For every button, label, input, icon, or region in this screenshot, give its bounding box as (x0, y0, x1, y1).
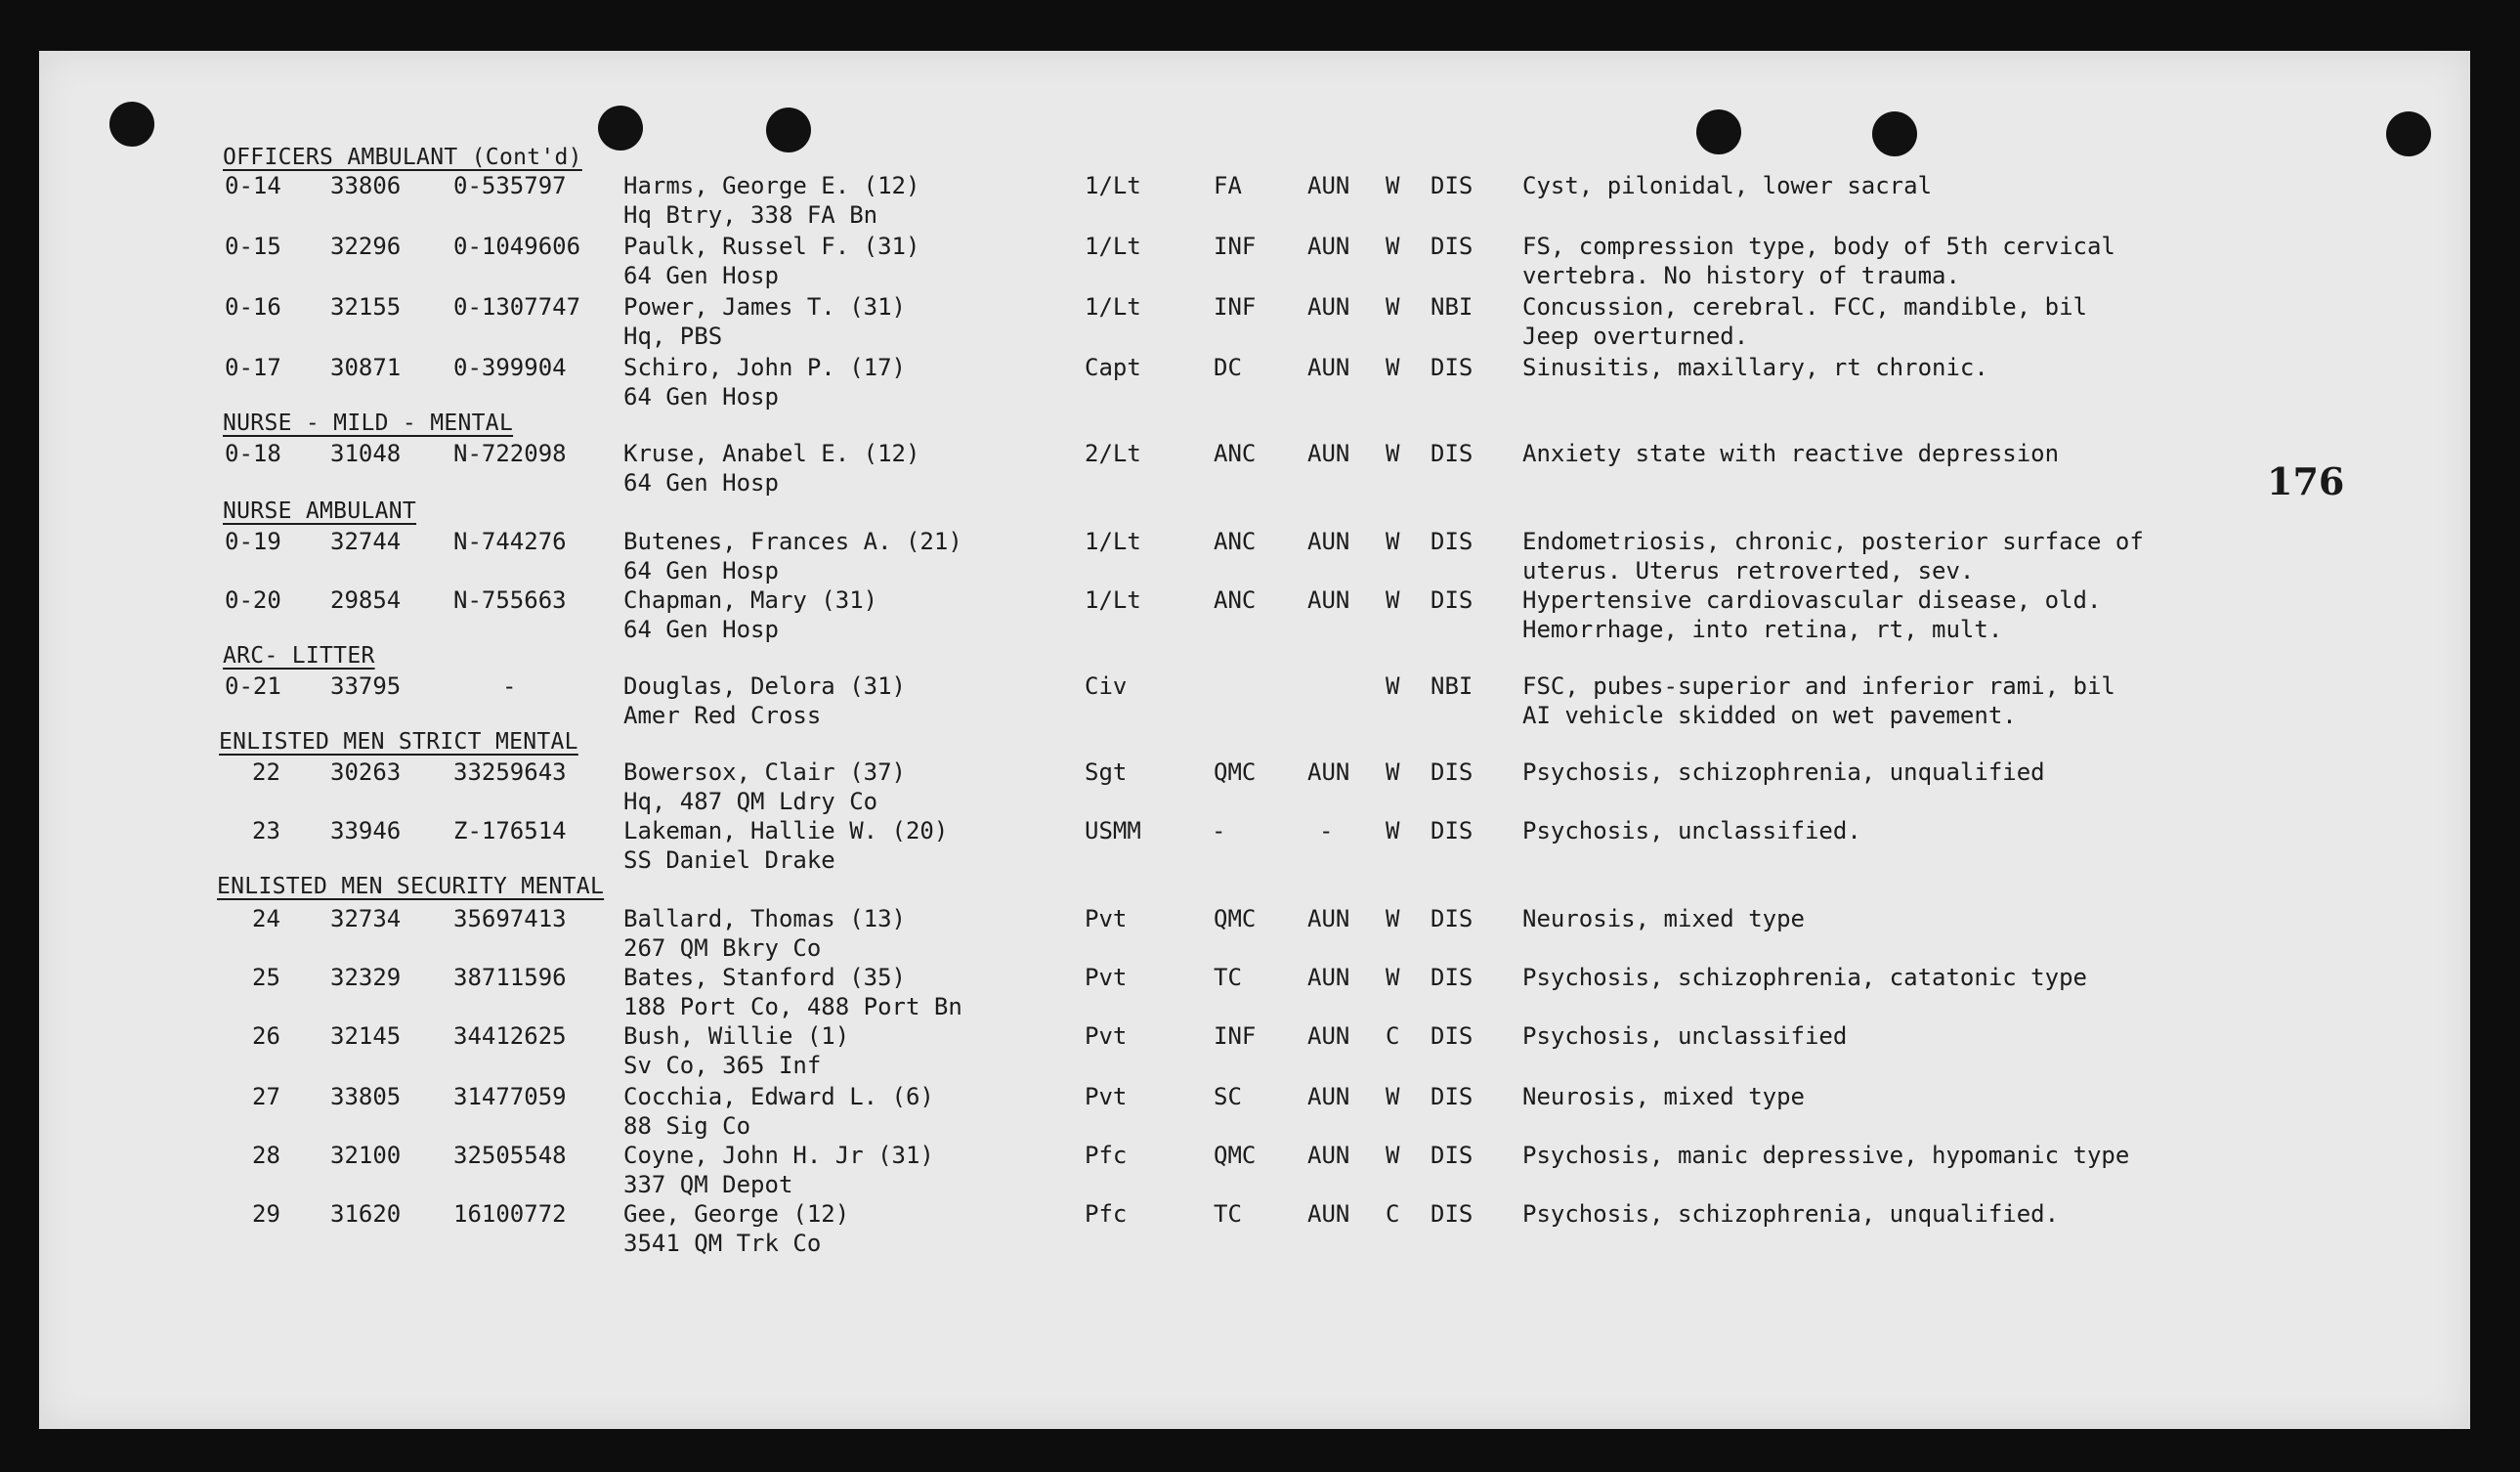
diagnosis-line-1: Psychosis, schizophrenia, unqualified (1522, 758, 2045, 786)
serial-number: 33259643 (453, 758, 567, 786)
race-code: W (1386, 528, 1400, 555)
punch-hole (766, 108, 811, 152)
race-code: W (1386, 293, 1400, 321)
case-number: 23 (252, 817, 280, 844)
diagnosis-line-1: Psychosis, schizophrenia, catatonic type (1522, 964, 2087, 991)
table-row (39, 354, 2470, 416)
section-header: ENLISTED MEN SECURITY MENTAL (217, 874, 605, 899)
aun-code: AUN (1307, 758, 1350, 786)
register-number: 33795 (330, 672, 402, 700)
register-number: 32329 (330, 964, 402, 991)
patient-unit: Amer Red Cross (623, 702, 822, 729)
arm-of-service: ANC (1214, 528, 1257, 555)
register-number: 32744 (330, 528, 402, 555)
section-header: OFFICERS AMBULANT (Cont'd) (223, 145, 582, 170)
table-row (39, 1200, 2470, 1263)
arm-of-service: - (1212, 817, 1226, 844)
disposition: DIS (1431, 528, 1474, 555)
rank: 2/Lt (1085, 440, 1141, 467)
race-code: W (1386, 586, 1400, 614)
disposition: DIS (1431, 758, 1474, 786)
table-row (39, 440, 2470, 502)
case-number: 0-16 (225, 293, 281, 321)
table-row (39, 758, 2470, 821)
aun-code: AUN (1307, 354, 1350, 381)
patient-unit: 64 Gen Hosp (623, 383, 779, 411)
diagnosis-line-1: Psychosis, unclassified. (1522, 817, 1861, 844)
table-row (39, 905, 2470, 968)
diagnosis-line-1: Anxiety state with reactive depression (1522, 440, 2060, 467)
disposition: DIS (1431, 172, 1474, 199)
arm-of-service: INF (1214, 293, 1257, 321)
disposition: DIS (1431, 586, 1474, 614)
patient-unit: Hq, PBS (623, 323, 723, 350)
patient-name: Bates, Stanford (35) (623, 964, 906, 991)
aun-code: AUN (1307, 1022, 1350, 1050)
serial-number: 32505548 (453, 1142, 567, 1169)
patient-name: Bush, Willie (1) (623, 1022, 850, 1050)
race-code: C (1386, 1022, 1400, 1050)
aun-code: AUN (1307, 1083, 1350, 1110)
rank: Civ (1085, 672, 1128, 700)
aun-code: AUN (1307, 440, 1350, 467)
serial-number: N-744276 (453, 528, 567, 555)
rank: 1/Lt (1085, 172, 1141, 199)
record-sheet (39, 51, 2470, 1429)
diagnosis-line-1: Hypertensive cardiovascular disease, old. (1522, 586, 2102, 614)
section-header: NURSE AMBULANT (223, 498, 417, 524)
disposition: NBI (1431, 672, 1474, 700)
punch-hole (109, 102, 154, 147)
table-row (39, 1022, 2470, 1085)
disposition: DIS (1431, 1200, 1474, 1228)
case-number: 24 (252, 905, 280, 932)
diagnosis-line-2: AI vehicle skidded on wet pavement. (1522, 702, 2017, 729)
patient-unit: Sv Co, 365 Inf (623, 1052, 822, 1079)
rank: 1/Lt (1085, 586, 1141, 614)
patient-name: Ballard, Thomas (13) (623, 905, 906, 932)
disposition: DIS (1431, 1083, 1474, 1110)
arm-of-service: SC (1214, 1083, 1242, 1110)
diagnosis-line-1: Sinusitis, maxillary, rt chronic. (1522, 354, 1988, 381)
patient-name: Coyne, John H. Jr (31) (623, 1142, 934, 1169)
case-number: 29 (252, 1200, 280, 1228)
aun-code: AUN (1307, 964, 1350, 991)
race-code: W (1386, 905, 1400, 932)
disposition: NBI (1431, 293, 1474, 321)
race-code: W (1386, 672, 1400, 700)
rank: Pvt (1085, 964, 1128, 991)
patient-name: Power, James T. (31) (623, 293, 906, 321)
race-code: W (1386, 817, 1400, 844)
register-number: 31048 (330, 440, 402, 467)
table-row (39, 817, 2470, 880)
table-row (39, 233, 2470, 295)
register-number: 32100 (330, 1142, 402, 1169)
disposition: DIS (1431, 354, 1474, 381)
rank: 1/Lt (1085, 233, 1141, 260)
arm-of-service: QMC (1214, 758, 1257, 786)
race-code: W (1386, 440, 1400, 467)
disposition: DIS (1431, 964, 1474, 991)
patient-unit: 267 QM Bkry Co (623, 934, 822, 962)
aun-code: AUN (1307, 233, 1350, 260)
patient-unit: 3541 QM Trk Co (623, 1230, 822, 1257)
table-row (39, 586, 2470, 649)
case-number: 25 (252, 964, 280, 991)
race-code: C (1386, 1200, 1400, 1228)
diagnosis-line-2: Hemorrhage, into retina, rt, mult. (1522, 616, 2003, 643)
register-number: 33946 (330, 817, 402, 844)
arm-of-service: QMC (1214, 905, 1257, 932)
diagnosis-line-2: Jeep overturned. (1522, 323, 1749, 350)
serial-number: N-755663 (453, 586, 567, 614)
diagnosis-line-1: Psychosis, schizophrenia, unqualified. (1522, 1200, 2060, 1228)
serial-number: 16100772 (453, 1200, 567, 1228)
case-number: 0-19 (225, 528, 281, 555)
patient-name: Butenes, Frances A. (21) (623, 528, 962, 555)
rank: Pvt (1085, 1022, 1128, 1050)
rank: 1/Lt (1085, 528, 1141, 555)
register-number: 31620 (330, 1200, 402, 1228)
arm-of-service: ANC (1214, 586, 1257, 614)
diagnosis-line-1: Psychosis, manic depressive, hypomanic type (1522, 1142, 2130, 1169)
rank: Sgt (1085, 758, 1128, 786)
serial-number: 35697413 (453, 905, 567, 932)
patient-unit: 64 Gen Hosp (623, 262, 779, 289)
case-number: 0-18 (225, 440, 281, 467)
case-number: 28 (252, 1142, 280, 1169)
punch-hole (598, 106, 643, 151)
patient-name: Cocchia, Edward L. (6) (623, 1083, 934, 1110)
race-code: W (1386, 172, 1400, 199)
serial-number: 0-535797 (453, 172, 567, 199)
case-number: 27 (252, 1083, 280, 1110)
diagnosis-line-1: Psychosis, unclassified (1522, 1022, 1848, 1050)
case-number: 0-15 (225, 233, 281, 260)
table-row (39, 1142, 2470, 1204)
register-number: 32155 (330, 293, 402, 321)
register-number: 32145 (330, 1022, 402, 1050)
disposition: DIS (1431, 1142, 1474, 1169)
diagnosis-line-1: FSC, pubes-superior and inferior rami, bil (1522, 672, 2115, 700)
rank: USMM (1085, 817, 1141, 844)
diagnosis-line-2: vertebra. No history of trauma. (1522, 262, 1960, 289)
patient-name: Chapman, Mary (31) (623, 586, 878, 614)
race-code: W (1386, 354, 1400, 381)
diagnosis-line-1: Cyst, pilonidal, lower sacral (1522, 172, 1933, 199)
patient-name: Douglas, Delora (31) (623, 672, 906, 700)
case-number: 0-20 (225, 586, 281, 614)
arm-of-service: INF (1214, 1022, 1257, 1050)
register-number: 30871 (330, 354, 402, 381)
serial-number: Z-176514 (453, 817, 567, 844)
race-code: W (1386, 1083, 1400, 1110)
serial-number: 0-1307747 (453, 293, 581, 321)
arm-of-service: INF (1214, 233, 1257, 260)
table-row (39, 528, 2470, 590)
disposition: DIS (1431, 905, 1474, 932)
section-header: ARC- LITTER (223, 643, 375, 669)
table-row (39, 672, 2470, 735)
diagnosis-line-1: Concussion, cerebral. FCC, mandible, bil (1522, 293, 2087, 321)
aun-code: AUN (1307, 172, 1350, 199)
patient-unit: SS Daniel Drake (623, 846, 835, 874)
patient-name: Schiro, John P. (17) (623, 354, 906, 381)
serial-number: N-722098 (453, 440, 567, 467)
rank: Pfc (1085, 1200, 1128, 1228)
table-row (39, 293, 2470, 356)
disposition: DIS (1431, 1022, 1474, 1050)
punch-hole (2386, 111, 2431, 156)
register-number: 33805 (330, 1083, 402, 1110)
aun-code: AUN (1307, 1142, 1350, 1169)
aun-code: AUN (1307, 528, 1350, 555)
patient-name: Paulk, Russel F. (31) (623, 233, 920, 260)
page-number: 176 (2267, 459, 2345, 503)
patient-unit: 337 QM Depot (623, 1171, 793, 1198)
patient-name: Gee, George (12) (623, 1200, 850, 1228)
disposition: DIS (1431, 233, 1474, 260)
register-number: 33806 (330, 172, 402, 199)
rank: Pvt (1085, 905, 1128, 932)
serial-number: 31477059 (453, 1083, 567, 1110)
table-row (39, 964, 2470, 1026)
aun-code: - (1319, 817, 1334, 844)
patient-name: Bowersox, Clair (37) (623, 758, 906, 786)
arm-of-service: TC (1214, 1200, 1242, 1228)
case-number: 0-14 (225, 172, 281, 199)
patient-name: Kruse, Anabel E. (12) (623, 440, 920, 467)
rank: Pvt (1085, 1083, 1128, 1110)
patient-unit: 64 Gen Hosp (623, 469, 779, 497)
section-header: NURSE - MILD - MENTAL (223, 411, 514, 436)
patient-unit: 64 Gen Hosp (623, 557, 779, 584)
arm-of-service: TC (1214, 964, 1242, 991)
punch-hole (1872, 111, 1917, 156)
diagnosis-line-1: Neurosis, mixed type (1522, 1083, 1805, 1110)
diagnosis-line-2: uterus. Uterus retroverted, sev. (1522, 557, 1975, 584)
serial-number: - (502, 672, 517, 700)
race-code: W (1386, 758, 1400, 786)
race-code: W (1386, 964, 1400, 991)
aun-code: AUN (1307, 293, 1350, 321)
case-number: 0-21 (225, 672, 281, 700)
case-number: 0-17 (225, 354, 281, 381)
register-number: 32734 (330, 905, 402, 932)
race-code: W (1386, 1142, 1400, 1169)
punch-hole (1696, 109, 1741, 154)
arm-of-service: FA (1214, 172, 1242, 199)
patient-unit: Hq Btry, 338 FA Bn (623, 201, 878, 229)
disposition: DIS (1431, 440, 1474, 467)
serial-number: 34412625 (453, 1022, 567, 1050)
disposition: DIS (1431, 817, 1474, 844)
diagnosis-line-1: Neurosis, mixed type (1522, 905, 1805, 932)
aun-code: AUN (1307, 586, 1350, 614)
serial-number: 38711596 (453, 964, 567, 991)
aun-code: AUN (1307, 905, 1350, 932)
race-code: W (1386, 233, 1400, 260)
patient-unit: 64 Gen Hosp (623, 616, 779, 643)
patient-unit: 88 Sig Co (623, 1112, 751, 1140)
arm-of-service: QMC (1214, 1142, 1257, 1169)
patient-name: Harms, George E. (12) (623, 172, 920, 199)
rank: Capt (1085, 354, 1141, 381)
patient-unit: Hq, 487 QM Ldry Co (623, 788, 878, 815)
case-number: 22 (252, 758, 280, 786)
arm-of-service: DC (1214, 354, 1242, 381)
arm-of-service: ANC (1214, 440, 1257, 467)
table-row (39, 1083, 2470, 1146)
register-number: 29854 (330, 586, 402, 614)
register-number: 30263 (330, 758, 402, 786)
serial-number: 0-399904 (453, 354, 567, 381)
rank: 1/Lt (1085, 293, 1141, 321)
aun-code: AUN (1307, 1200, 1350, 1228)
patient-unit: 188 Port Co, 488 Port Bn (623, 993, 962, 1020)
rank: Pfc (1085, 1142, 1128, 1169)
case-number: 26 (252, 1022, 280, 1050)
diagnosis-line-1: Endometriosis, chronic, posterior surface of (1522, 528, 2144, 555)
register-number: 32296 (330, 233, 402, 260)
serial-number: 0-1049606 (453, 233, 581, 260)
section-header: ENLISTED MEN STRICT MENTAL (219, 729, 578, 755)
table-row (39, 172, 2470, 235)
patient-name: Lakeman, Hallie W. (20) (623, 817, 949, 844)
diagnosis-line-1: FS, compression type, body of 5th cervical (1522, 233, 2115, 260)
